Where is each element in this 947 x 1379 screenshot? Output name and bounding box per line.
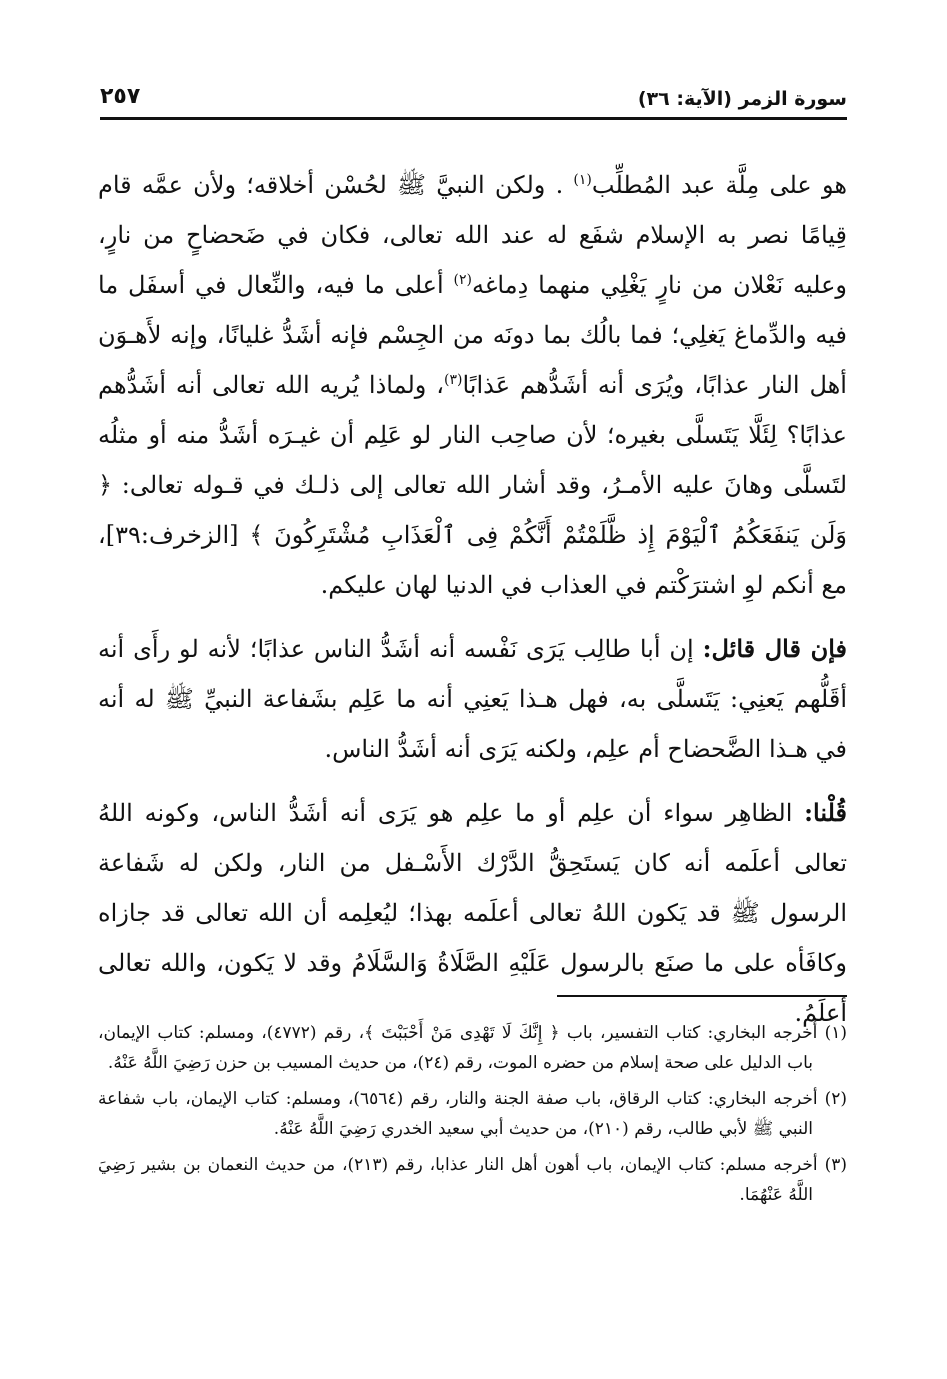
footnote-ref-1[interactable]: (١) (573, 172, 592, 188)
footnote-2 (98, 1084, 847, 1144)
footnotes (98, 1018, 847, 1216)
page-number: ٢٥٧ (100, 84, 141, 109)
paragraph-text: هو على مِلَّة عبد المُطلِّب (591, 171, 847, 199)
footnote-text: أخرجه مسلم: كتاب الإيمان، باب أهون أهل النار عذابا، رقم (٢١٣)، من حديث النعمان بن بشير رَضِيَ اللَّهُ عَنْهُمَا. (98, 1155, 825, 1205)
footnote-ref-2[interactable]: (٢) (453, 272, 472, 288)
header-divider (100, 117, 847, 120)
paragraph-2 (98, 624, 847, 774)
footnote-1 (98, 1018, 847, 1078)
paragraph-text: الظاهِر سواء أن علِم أو ما علِم هو يَرَى أنه أشَدُّ الناس، وكونه اللهُ تعالى أعلَمه أنه كان يَستَحِقُّ الدَّرْك الأَسْـفل من النار، ولكن له شَفاعة الرسول ﷺ قد يَكون اللهُ تعالى أعلَمه بهذا؛ ليُعلِمه أن الله تعالى قد جازاه وكافَأه على ما صنَع بالرسول عَلَيْهِ الصَّلَاةُ وَالسَّلَامُ وقد لا يَكون، والله تعالى أعلَمُ. (98, 799, 847, 1027)
paragraph-text: أعلى ما فيه، والنِّعال في أسفَل ما فيه والدِّماغ يَغلِي؛ فما بالُك بما دونَه من الجِسْم فإنه أشَدُّ غليانًا، وإنه لأَهـوَن أهل النار عذابًا، ويُرَى أنه أشَدُّهم عَذابًا (98, 271, 847, 399)
footnote-3 (98, 1150, 847, 1210)
paragraph-text: ، ولماذا يُريه الله تعالى أنه أشَدُّهم عذابًا؟ لِئَلَّا يَتَسلَّى بغيره؛ لأن صاحِب النار لو عَلِم أن غيـرَه أشَدُّ منه أو مثلُه لتَسلَّى وهانَ عليه الأمـرُ، وقد أشار الله تعالى إلى ذلـك في قـوله تعالى: ﴿ وَلَن يَنفَعَكُمُ ٱلْيَوْمَ إِذ ظَّلَمْتُمْ أَنَّكُمْ فِى ٱلْعَذَابِ مُشْتَرِكُونَ ﴾ [الزخرف:٣٩]، مع أنكم لوِ اشترَكْتم في العذاب في الدنيا لهان عليكم. (98, 371, 847, 599)
paragraph-lead: قُلْنا: (804, 798, 847, 827)
footnote-number: (٣) (824, 1155, 847, 1175)
paragraph-1 (98, 160, 847, 610)
paragraph-lead: فإن قال قائل: (702, 634, 847, 663)
footnote-ref-3[interactable]: (٣) (444, 372, 463, 388)
footnote-text: أخرجه البخاري: كتاب الرقاق، باب صفة الجنة والنار، رقم (٦٥٦٤)، ومسلم: كتاب الإيمان، باب شفاعة النبي ﷺ لأبي طالب، رقم (٢١٠)، من حديث أبي سعيد الخدري رَضِيَ اللَّهُ عَنْهُ. (98, 1089, 825, 1139)
header-title: سورة الزمر (الآية: ٣٦) (637, 88, 847, 110)
running-header (100, 82, 847, 120)
footnote-text: أخرجه البخاري: كتاب التفسير، باب ﴿ إِنَّكَ لَا تَهْدِى مَنْ أَحْبَبْتَ ﴾، رقم (٤٧٧٢)، ومسلم: كتاب الإيمان، باب الدليل على صحة إسلام من حضره الموت، رقم (٢٤)، من حديث المسيب بن حزن رَضِيَ اللَّهُ عَنْهُ. (98, 1023, 825, 1073)
main-text (98, 160, 847, 1038)
paragraph-text: . ولكن النبيَّ ﷺ لحُسْن أخلاقه؛ ولأن عمَّه قام قِيامًا نصر به الإسلام شفَع له عند الله تعالى، فكان في ضَحضاحٍ من نارٍ، وعليه نَعْلان من نارٍ يَغْلِي منهما دِماغه (98, 171, 847, 299)
paragraph-3 (98, 788, 847, 1038)
footnote-divider (557, 995, 847, 997)
footnote-number: (٢) (824, 1089, 847, 1109)
paragraph-text: إن أبا طالِب يَرَى نَفْسه أنه أشَدُّ الناس عذابًا؛ لأنه لو رأَى أنه أقَلُّهم يَعنِي: يَتَسلَّى به، فهل هـذا يَعنِي أنه ما عَلِم بشَفاعة النبيِّ ﷺ له أنه في هـذا الضَّحضاح أم علِم، ولكنه يَرَى أنه أشَدُّ الناس. (98, 635, 847, 763)
footnote-number: (١) (824, 1023, 847, 1043)
